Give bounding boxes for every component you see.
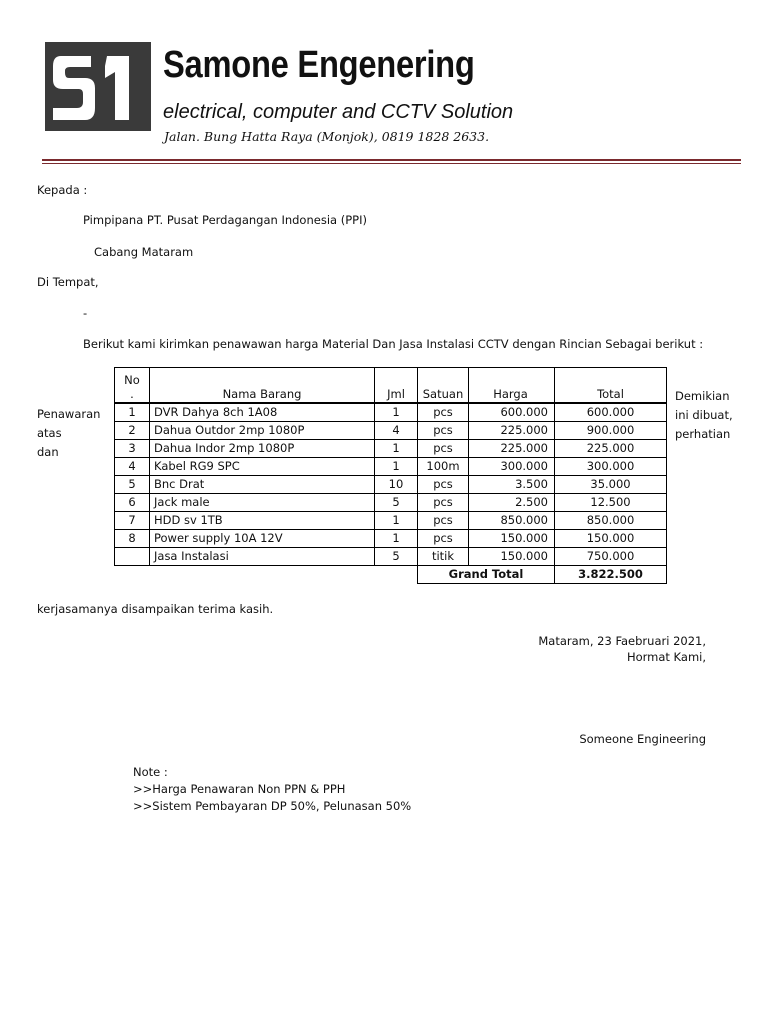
cell-jml: 5 bbox=[375, 494, 418, 512]
cell-name: Kabel RG9 SPC bbox=[150, 458, 375, 476]
place-date: Mataram, 23 Faebruari 2021, bbox=[538, 634, 706, 648]
cell-name: Bnc Drat bbox=[150, 476, 375, 494]
di-tempat: Di Tempat, bbox=[37, 275, 99, 289]
right-fragment bbox=[675, 387, 733, 444]
cell-no: 3 bbox=[115, 440, 150, 458]
right-fragment-line: perhatian bbox=[675, 427, 731, 441]
cell-harga: 150.000 bbox=[469, 530, 555, 548]
grand-total-value: 3.822.500 bbox=[555, 566, 667, 584]
cell-no: 2 bbox=[115, 422, 150, 440]
cell-no: 1 bbox=[115, 403, 150, 422]
cell-satuan: pcs bbox=[418, 494, 469, 512]
cell-satuan: pcs bbox=[418, 512, 469, 530]
cell-total: 850.000 bbox=[555, 512, 667, 530]
cell-harga: 225.000 bbox=[469, 422, 555, 440]
cell-satuan: pcs bbox=[418, 530, 469, 548]
table-row bbox=[115, 422, 667, 440]
grand-total-row bbox=[115, 566, 667, 584]
cell-jml: 1 bbox=[375, 458, 418, 476]
cell-total: 225.000 bbox=[555, 440, 667, 458]
header-harga: Harga bbox=[469, 368, 555, 404]
cell-jml: 1 bbox=[375, 403, 418, 422]
recipient-name: Pimpipana PT. Pusat Perdagangan Indonesia (PPI) bbox=[83, 213, 367, 227]
note-title: Note : bbox=[133, 765, 168, 779]
right-fragment-line: ini dibuat, bbox=[675, 408, 733, 422]
cell-no: 6 bbox=[115, 494, 150, 512]
cell-satuan: titik bbox=[418, 548, 469, 566]
regards: Hormat Kami, bbox=[626, 650, 706, 664]
cell-name: Dahua Indor 2mp 1080P bbox=[150, 440, 375, 458]
header-satuan: Satuan bbox=[418, 368, 469, 404]
grand-total-label: Grand Total bbox=[418, 566, 555, 584]
cell-harga: 225.000 bbox=[469, 440, 555, 458]
cell-jml: 4 bbox=[375, 422, 418, 440]
cell-name: DVR Dahya 8ch 1A08 bbox=[150, 403, 375, 422]
cell-name: Power supply 10A 12V bbox=[150, 530, 375, 548]
intro-paragraph: Berikut kami kirimkan penawawan harga Material Dan Jasa Instalasi CCTV dengan Rincian Sebagai berikut : bbox=[83, 337, 704, 351]
company-name: Samone Engenering bbox=[163, 44, 475, 86]
cell-harga: 850.000 bbox=[469, 512, 555, 530]
s1-logo-mark bbox=[45, 42, 151, 131]
cell-satuan: pcs bbox=[418, 422, 469, 440]
recipient-branch: Cabang Mataram bbox=[94, 245, 194, 259]
cell-harga: 150.000 bbox=[469, 548, 555, 566]
cell-harga: 300.000 bbox=[469, 458, 555, 476]
header-rule-thin bbox=[42, 163, 741, 164]
table-row bbox=[115, 440, 667, 458]
header-total: Total bbox=[555, 368, 667, 404]
cell-jml: 5 bbox=[375, 548, 418, 566]
cell-satuan: pcs bbox=[418, 476, 469, 494]
cell-jml: 1 bbox=[375, 512, 418, 530]
cell-name: HDD sv 1TB bbox=[150, 512, 375, 530]
cell-total: 35.000 bbox=[555, 476, 667, 494]
left-fragment-line: dan bbox=[37, 445, 59, 459]
company-logo bbox=[45, 42, 151, 131]
header-nama-barang: Nama Barang bbox=[150, 368, 375, 404]
company-address: Jalan. Bung Hatta Raya (Monjok), 0819 1828 2633. bbox=[164, 129, 490, 144]
table-row bbox=[115, 530, 667, 548]
cell-total: 900.000 bbox=[555, 422, 667, 440]
cell-no bbox=[115, 548, 150, 566]
cell-jml: 1 bbox=[375, 440, 418, 458]
left-fragment bbox=[37, 405, 100, 462]
table-row bbox=[115, 548, 667, 566]
note-line: >>Sistem Pembayaran DP 50%, Pelunasan 50% bbox=[133, 799, 412, 813]
table-header-row bbox=[115, 368, 667, 404]
cell-total: 12.500 bbox=[555, 494, 667, 512]
note-block bbox=[133, 764, 411, 815]
table-row bbox=[115, 476, 667, 494]
cell-total: 600.000 bbox=[555, 403, 667, 422]
quotation-table bbox=[114, 367, 667, 584]
table-row bbox=[115, 458, 667, 476]
cell-name: Jack male bbox=[150, 494, 375, 512]
cell-harga: 2.500 bbox=[469, 494, 555, 512]
cell-name: Jasa Instalasi bbox=[150, 548, 375, 566]
header-no: No . bbox=[115, 368, 150, 404]
cell-name: Dahua Outdor 2mp 1080P bbox=[150, 422, 375, 440]
cell-no: 8 bbox=[115, 530, 150, 548]
cell-satuan: 100m bbox=[418, 458, 469, 476]
cell-no: 4 bbox=[115, 458, 150, 476]
table-row bbox=[115, 512, 667, 530]
separator-dash: - bbox=[83, 306, 88, 320]
cell-harga: 600.000 bbox=[469, 403, 555, 422]
cell-jml: 10 bbox=[375, 476, 418, 494]
cell-satuan: pcs bbox=[418, 403, 469, 422]
table-row bbox=[115, 403, 667, 422]
salutation-kepada: Kepada : bbox=[37, 183, 88, 197]
company-tagline: electrical, computer and CCTV Solution bbox=[163, 101, 514, 123]
cell-harga: 3.500 bbox=[469, 476, 555, 494]
cell-no: 7 bbox=[115, 512, 150, 530]
cell-total: 750.000 bbox=[555, 548, 667, 566]
table-row bbox=[115, 494, 667, 512]
cell-no: 5 bbox=[115, 476, 150, 494]
cell-satuan: pcs bbox=[418, 440, 469, 458]
cell-total: 150.000 bbox=[555, 530, 667, 548]
header-rule-thick bbox=[42, 159, 741, 161]
signer-name: Someone Engineering bbox=[579, 732, 706, 746]
header-jml: Jml bbox=[375, 368, 418, 404]
closing-line: kerjasamanya disampaikan terima kasih. bbox=[37, 602, 274, 616]
cell-total: 300.000 bbox=[555, 458, 667, 476]
right-fragment-line: Demikian bbox=[675, 389, 730, 403]
left-fragment-line: atas bbox=[37, 426, 62, 440]
left-fragment-line: Penawaran bbox=[37, 407, 101, 421]
note-line: >>Harga Penawaran Non PPN & PPH bbox=[133, 782, 346, 796]
cell-jml: 1 bbox=[375, 530, 418, 548]
